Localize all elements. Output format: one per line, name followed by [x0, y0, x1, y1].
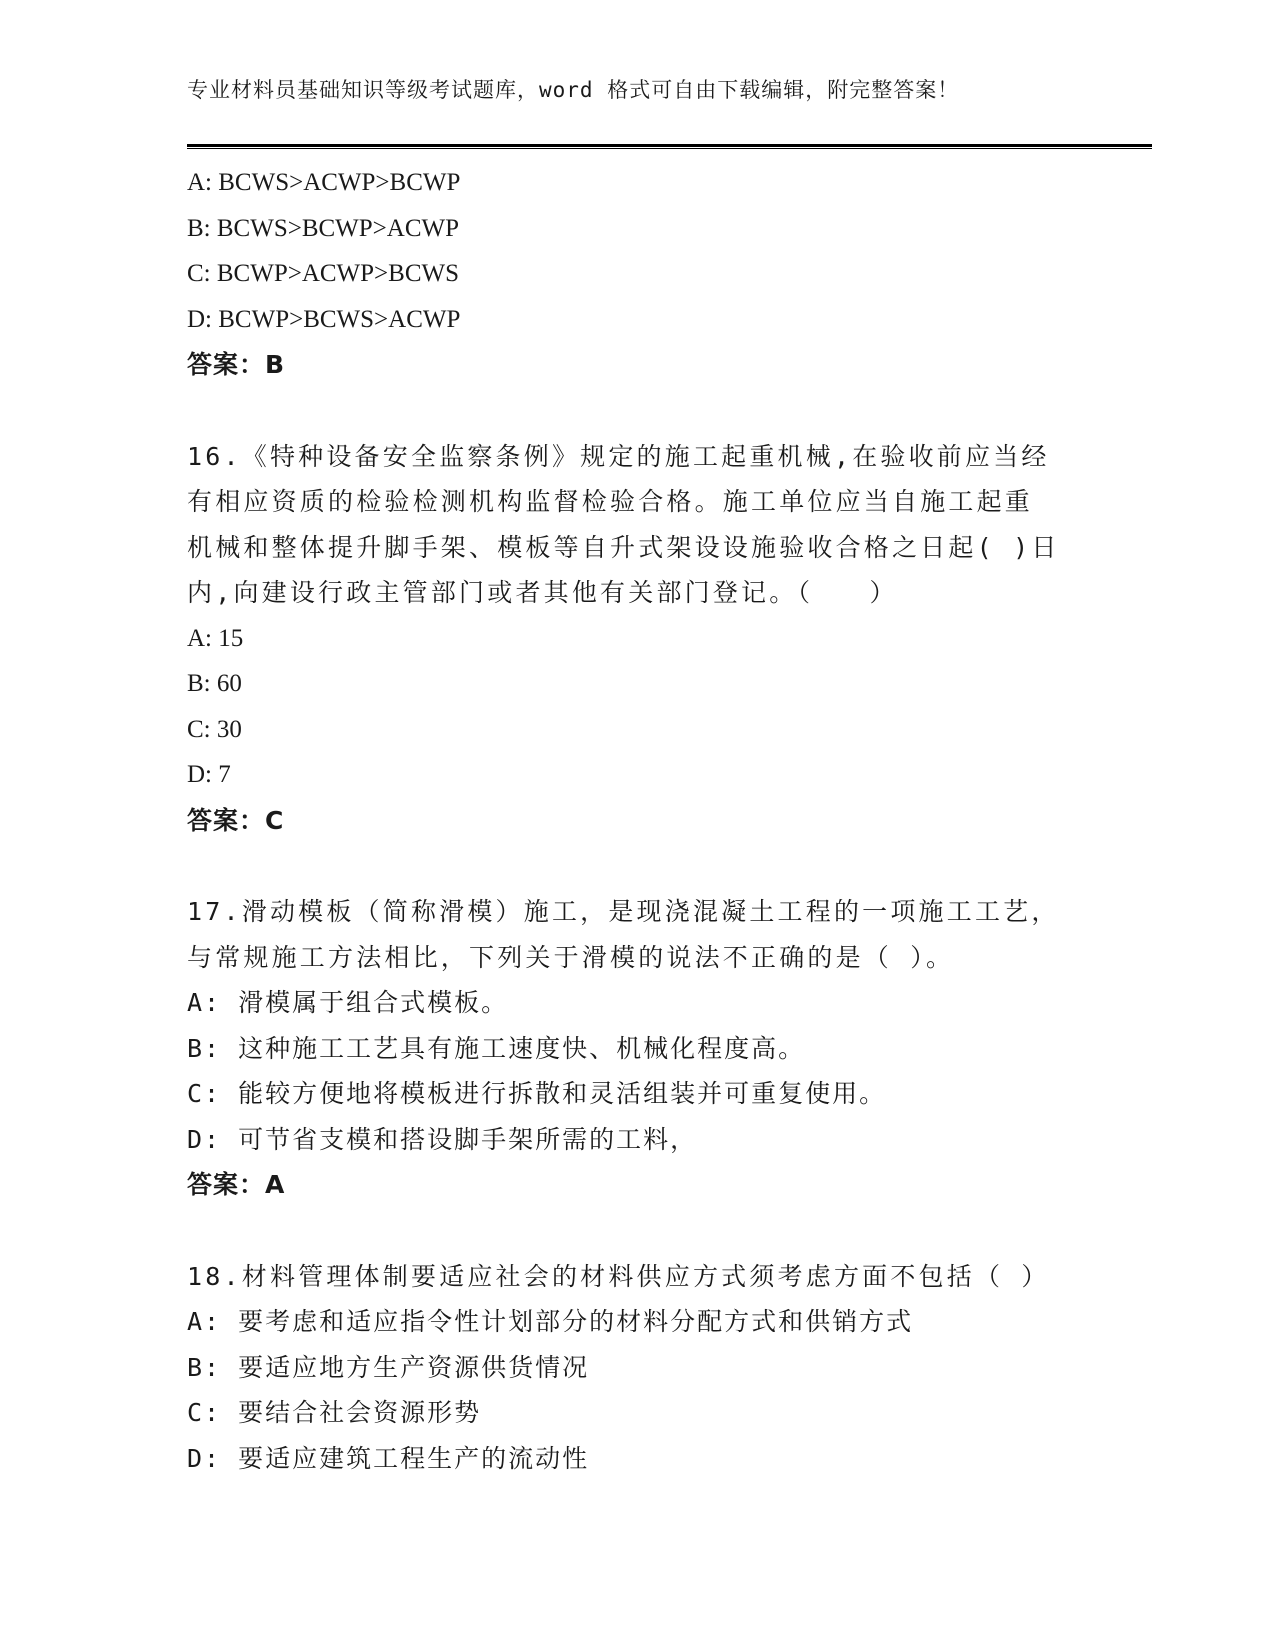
- option-a: A: 15: [187, 624, 244, 652]
- question-15: [187, 160, 1087, 388]
- option-b: B: BCWS>BCWP>ACWP: [187, 214, 459, 242]
- option-d: D: BCWP>BCWS>ACWP: [187, 305, 461, 333]
- option-c: C: BCWP>ACWP>BCWS: [187, 260, 459, 287]
- answer: 答案：C: [187, 805, 285, 835]
- option-d: D: 7: [187, 761, 231, 788]
- stem-line: 16.《特种设备安全监察条例》规定的施工起重机械,在验收前应当经: [187, 441, 1050, 471]
- stem-line: 与常规施工方法相比，下列关于滑模的说法不正确的是（ ）。: [187, 942, 955, 972]
- header-divider: [187, 144, 1152, 149]
- option-a: A: BCWS>ACWP>BCWP: [187, 169, 461, 196]
- stem-line: 机械和整体提升脚手架、模板等自升式架设设施验收合格之日起( )日: [187, 532, 1060, 562]
- question-16: [187, 434, 1087, 844]
- option-b: B: 60: [187, 670, 242, 697]
- question-stem: [187, 889, 1067, 980]
- option-c: C: 要结合社会资源形势: [187, 1398, 482, 1427]
- question-stem: [187, 434, 1067, 616]
- option-d: D: 要适应建筑工程生产的流动性: [187, 1443, 590, 1473]
- option-b: B: 这种施工工艺具有施工速度快、机械化程度高。: [187, 1033, 806, 1063]
- option-c: C: 能较方便地将模板进行拆散和灵活组装并可重复使用。: [187, 1079, 887, 1108]
- stem-line: 18.材料管理体制要适应社会的材料供应方式须考虑方面不包括（ ）: [187, 1261, 1050, 1291]
- stem-line: 内,向建设行政主管部门或者其他有关部门登记。（ ）: [187, 578, 898, 607]
- option-a: A: 滑模属于组合式模板。: [187, 988, 509, 1017]
- answer: 答案：A: [187, 1170, 286, 1199]
- option-a: A: 要考虑和适应指令性计划部分的材料分配方式和供销方式: [187, 1307, 914, 1336]
- answer: 答案：B: [187, 350, 286, 379]
- option-d: D: 可节省支模和搭设脚手架所需的工料，: [187, 1124, 698, 1154]
- question-17: [187, 889, 1087, 1208]
- question-content: [187, 160, 1087, 1481]
- question-18: [187, 1254, 1087, 1482]
- option-b: B: 要适应地方生产资源供货情况: [187, 1352, 590, 1382]
- question-stem: [187, 1254, 1067, 1300]
- stem-line: 17.滑动模板（简称滑模）施工，是现浇混凝土工程的一项施工工艺，: [187, 897, 1060, 926]
- option-c: C: 30: [187, 715, 242, 743]
- stem-line: 有相应资质的检验检测机构监督检验合格。施工单位应当自施工起重: [187, 487, 1034, 516]
- page-header: 专业材料员基础知识等级考试题库，word 格式可自由下载编辑，附完整答案！: [187, 78, 960, 102]
